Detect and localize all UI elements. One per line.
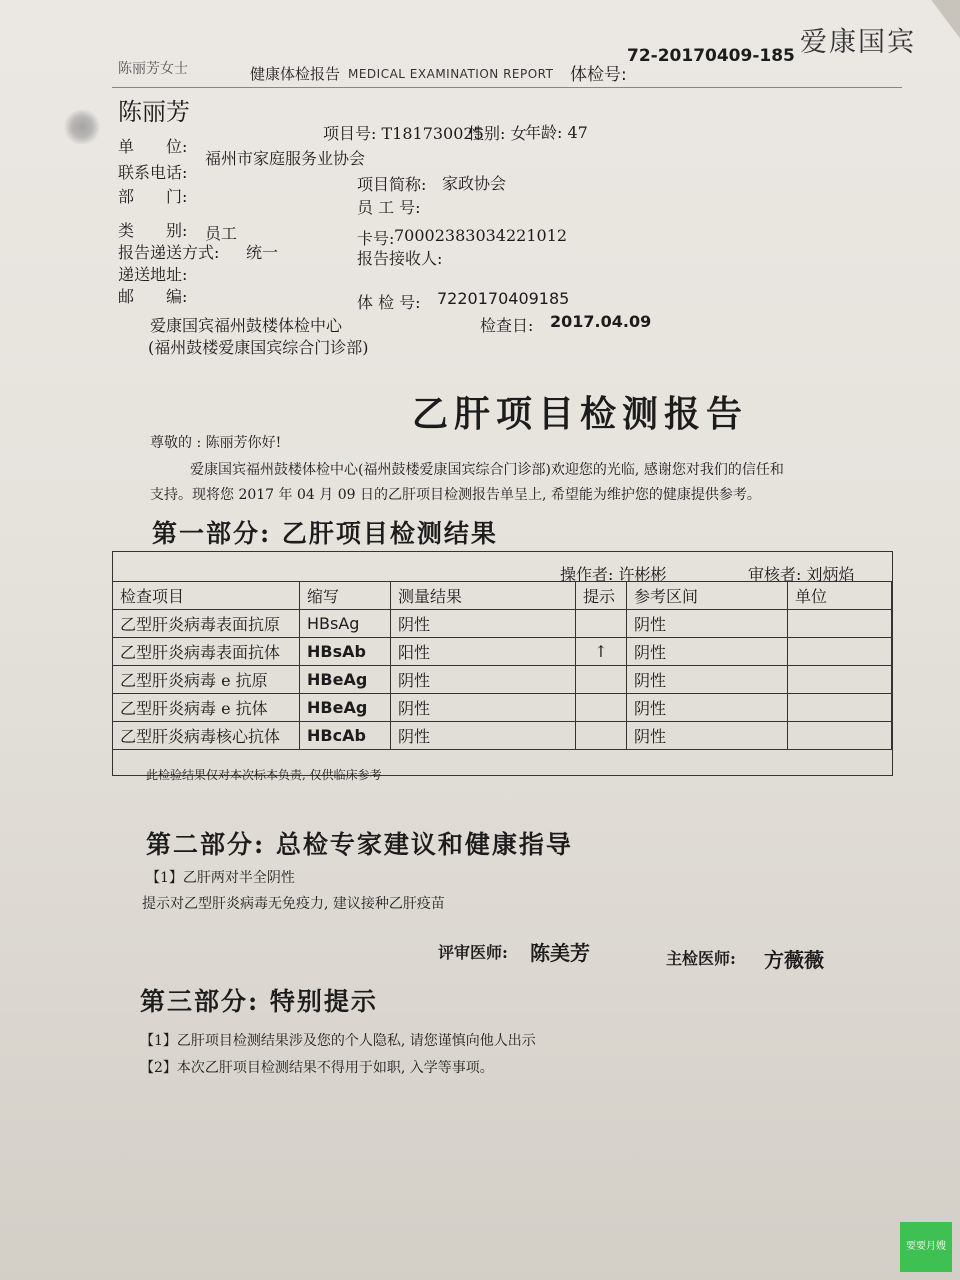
delivery-value: 统一 — [246, 243, 279, 262]
project-short: 家政协会 — [442, 174, 507, 193]
row-reference: 阴性 — [627, 610, 788, 638]
row-reference: 阴性 — [627, 694, 788, 722]
table-row — [113, 638, 892, 666]
dept-label: 部 门: — [118, 187, 188, 206]
part1-title: 第一部分: 乙肝项目检测结果 — [152, 519, 498, 548]
reviewer: 审核者: 刘炳焰 — [748, 565, 855, 584]
row-item: 乙型肝炎病毒表面抗原 — [113, 610, 300, 638]
row-abbr: HBsAb — [300, 638, 391, 666]
center-sub: (福州鼓楼爱康国宾综合门诊部) — [148, 338, 369, 357]
row-result: 阴性 — [391, 694, 576, 722]
exam-no: 72-20170409-185 — [627, 46, 795, 66]
category-value: 员工 — [205, 224, 238, 243]
up-arrow-icon: ↑ — [576, 638, 627, 666]
table-row — [113, 722, 892, 750]
header-item: 检查项目 — [113, 582, 300, 610]
row-item: 乙型肝炎病毒表面抗体 — [113, 638, 300, 666]
table-row — [113, 666, 892, 694]
address-label: 递送地址: — [118, 265, 188, 284]
part2-title: 第二部分: 总检专家建议和健康指导 — [146, 830, 573, 859]
part3-item-2: 【2】本次乙肝项目检测结果不得用于如职, 入学等事项。 — [140, 1060, 494, 1076]
row-hint — [576, 610, 627, 638]
phone-label: 联系电话: — [118, 163, 188, 182]
postcode-label: 邮 编: — [118, 287, 188, 306]
row-unit — [788, 694, 892, 722]
patient-name: 陈丽芳 — [118, 98, 190, 126]
part3-item-1: 【1】乙肝项目检测结果涉及您的个人隐私, 请您谨慎向他人出示 — [140, 1033, 536, 1049]
reviewing-doctor-signature: 陈美芳 — [530, 941, 590, 965]
part2-advice: 提示对乙型肝炎病毒无免疫力, 建议接种乙肝疫苗 — [142, 896, 445, 912]
reviewing-doctor-label: 评审医师: — [438, 943, 508, 962]
project-short-label: 项目简称: — [357, 175, 427, 194]
operator: 操作者: 许彬彬 — [560, 565, 667, 584]
age: 年龄: 47 — [525, 123, 588, 142]
exam-no-2: 7220170409185 — [437, 289, 570, 308]
ink-smudge — [62, 110, 102, 144]
chief-doctor-signature: 方薇薇 — [764, 948, 824, 972]
header-abbr: 缩写 — [300, 582, 391, 610]
intro-line-2: 支持。现将您 2017 年 04 月 09 日的乙肝项目检测报告单呈上, 希望能为维护您的健康提供参考。 — [150, 487, 761, 503]
exam-no-label-2: 体 检 号: — [357, 293, 421, 312]
part3-title: 第三部分: 特别提示 — [140, 987, 378, 1016]
center-name: 爱康国宾福州鼓楼体检中心 — [150, 316, 343, 335]
row-unit — [788, 638, 892, 666]
gender: 性别: 女 — [468, 124, 527, 143]
project-no: 项目号: T181730025 — [323, 124, 484, 143]
row-abbr: HBeAg — [300, 666, 391, 694]
row-result: 阳性 — [391, 638, 576, 666]
row-item: 乙型肝炎病毒 e 抗原 — [113, 666, 300, 694]
row-unit — [788, 610, 892, 638]
patient-tag: 陈丽芳女士 — [118, 61, 188, 77]
header-unit: 单位 — [788, 582, 892, 610]
row-reference: 阴性 — [627, 666, 788, 694]
category-label: 类 别: — [118, 221, 188, 240]
report-title-en: MEDICAL EXAMINATION REPORT — [348, 67, 554, 81]
brand-logo: 爱康国宾 — [800, 27, 916, 58]
date-label: 检查日: — [480, 316, 534, 335]
receiver-label: 报告接收人: — [357, 249, 443, 268]
intro-line-1: 爱康国宾福州鼓楼体检中心(福州鼓楼爱康国宾综合门诊部)欢迎您的光临, 感谢您对我们的信任和 — [190, 462, 784, 478]
greeting: 尊敬的 : 陈丽芳你好! — [150, 435, 282, 451]
results-table — [112, 581, 892, 750]
card-no-label: 卡号: — [357, 229, 395, 248]
employee-no-label: 员 工 号: — [357, 198, 421, 217]
app-watermark-badge: 要要月嫂 — [900, 1222, 952, 1272]
delivery-label: 报告递送方式: — [118, 243, 220, 262]
row-result: 阴性 — [391, 722, 576, 750]
row-abbr: HBeAg — [300, 694, 391, 722]
row-unit — [788, 722, 892, 750]
header-hint: 提示 — [576, 582, 627, 610]
row-reference: 阴性 — [627, 638, 788, 666]
exam-no-label: 体检号: — [570, 65, 627, 85]
table-row — [113, 610, 892, 638]
header-result: 测量结果 — [391, 582, 576, 610]
row-hint — [576, 722, 627, 750]
row-abbr: HBcAb — [300, 722, 391, 750]
header-divider — [112, 87, 902, 88]
row-abbr: HBsAg — [300, 610, 391, 638]
table-header-row — [113, 582, 892, 610]
report-title-cn: 健康体检报告 — [250, 65, 341, 83]
row-hint — [576, 666, 627, 694]
results-note: 此检验结果仅对本次标本负责, 仅供临床参考 — [146, 768, 382, 782]
row-item: 乙型肝炎病毒 e 抗体 — [113, 694, 300, 722]
part2-item-1: 【1】乙肝两对半全阴性 — [146, 870, 295, 886]
row-hint — [576, 694, 627, 722]
row-result: 阴性 — [391, 666, 576, 694]
row-item: 乙型肝炎病毒核心抗体 — [113, 722, 300, 750]
header-reference: 参考区间 — [627, 582, 788, 610]
unit-value: 福州市家庭服务业协会 — [205, 149, 366, 168]
table-row — [113, 694, 892, 722]
card-no: 70002383034221012 — [394, 226, 568, 245]
unit-label: 单 位: — [118, 137, 188, 156]
row-result: 阴性 — [391, 610, 576, 638]
row-unit — [788, 666, 892, 694]
report-title: 乙肝项目检测报告 — [412, 393, 749, 435]
chief-doctor-label: 主检医师: — [666, 949, 736, 968]
exam-date: 2017.04.09 — [550, 312, 652, 331]
row-reference: 阴性 — [627, 722, 788, 750]
